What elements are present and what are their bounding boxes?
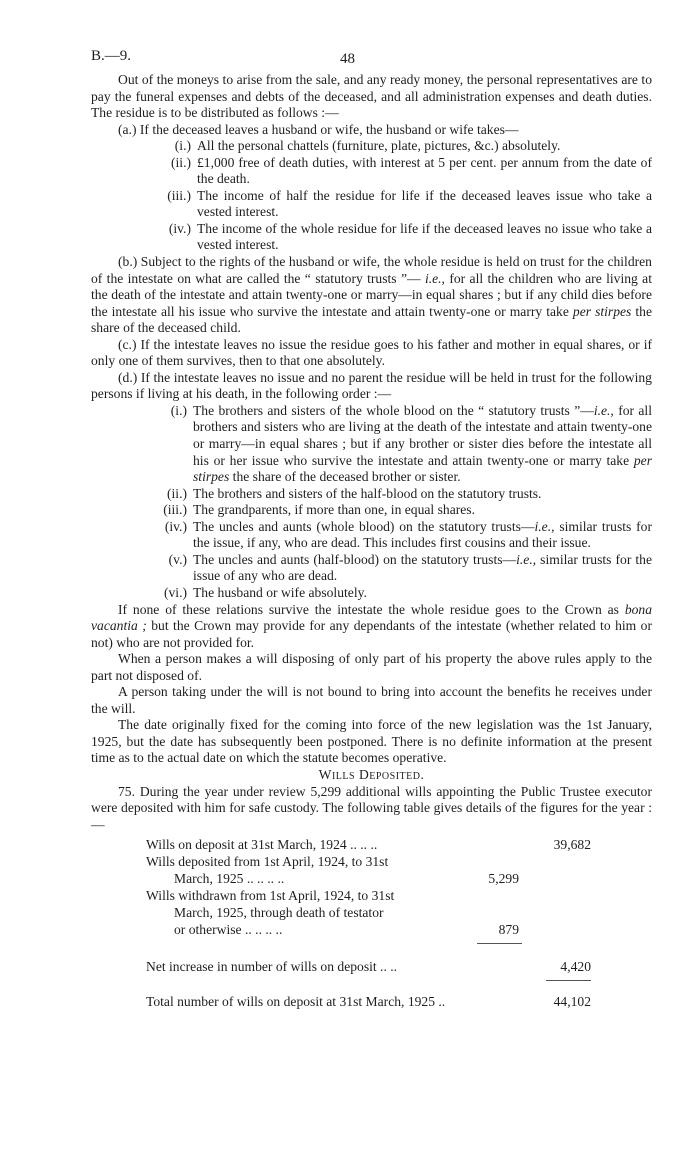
paragraph-commencement-date: The date originally fixed for the coming into force of the new legislation was the 1st January, 1925, but the date has subsequently been postponed. There is no definite information at the present time as to the actual date on which the statute becomes operative. [91,717,652,766]
paragraph-b-text-1: Subject to the rights of the husband or wife, the whole residue is held on trust for the children of the intestate on what are called the “ statutory trusts ”— [91,254,652,286]
table-rule [477,943,522,944]
list-item-text: £1,000 free of death duties, with interest at 5 per cent. per annum from the date of the death. [197,154,652,187]
paragraph-d [91,370,652,403]
paragraph-crown-text-b: but the Crown may provide for any dependants of the intestate (whether related to him or not) who are not provided for. [91,618,652,650]
list-item-text-b: similar trusts for the issue of any who are dead. [193,551,653,584]
table-row-label: March, 1925, through death of testator [174,905,384,921]
paragraph-a-label: (a.) [118,121,137,137]
list-item [91,188,652,221]
list-item-number: (ii.) [166,485,187,501]
list-item-number: (i.) [174,138,191,154]
list-item [91,403,652,486]
table-row-label: or otherwise .. .. .. .. [174,922,283,938]
paragraph-c [91,337,652,370]
table-rule [546,980,591,981]
ie-italic: i.e., [516,551,537,567]
list-item-number: (iv.) [168,220,191,236]
table-row-label: March, 1925 .. .. .. .. [174,871,285,887]
paragraph-crown-text-a: If none of these relations survive the intestate the whole residue goes to the Crown as [118,601,625,617]
paragraph-d-text: If the intestate leaves no issue and no parent the residue will be held in trust for the following persons if living at his death, in the following order :— [91,369,652,402]
paragraph-c-label: (c.) [118,336,137,352]
ie-italic: i.e., [593,402,614,418]
per-stirpes-italic: per stirpes [572,303,632,319]
ie-italic: i.e., [534,518,555,534]
list-item-number: (iii.) [163,502,187,518]
paragraph-b-text-3: the share of the deceased child. [91,303,652,336]
list-item [91,138,652,155]
list-item [91,486,652,503]
paragraph-crown [91,602,652,652]
list-item-text: All the personal chattels (furniture, plate, pictures, &c.) absolutely. [197,138,561,154]
list-item-text-a: The uncles and aunts (whole blood) on the statutory trusts— [193,518,535,534]
list-item [91,155,652,188]
list-item-text: The husband or wife absolutely. [193,584,367,600]
paragraph-b-text-2: for all the children who are living at the death of the intestate and attain twenty-one or marry—in equal shares ; but if any child dies before the intestate all his issue who survive the intestate and attain twenty-one or marry take [91,270,652,319]
paragraph-a [91,122,652,139]
list-item-text: The brothers and sisters of the half-blood on the statutory trusts. [193,485,542,501]
table-row-value: 5,299 [488,871,519,887]
paragraph-a-text: If the deceased leaves a husband or wife, the husband or wife takes— [139,121,519,137]
paragraph-d-label: (d.) [118,369,138,385]
intro-paragraph: Out of the moneys to arise from the sale, and any ready money, the personal representatives are to pay the funeral expenses and debts of the deceased, and all administration expenses and death duties. The residue is to be distributed as follows :— [91,72,652,121]
table-row-value: 44,102 [553,994,591,1010]
paragraph-b-label: (b.) [118,254,138,270]
list-item [91,519,652,552]
list-item-text: The grandparents, if more than one, in equal shares. [193,502,475,518]
per-stirpes-italic: per stirpes [193,452,652,485]
list-item-text-b: similar trusts for the issue, if any, who are dead. This includes first cousins and their issue. [193,518,652,551]
list-item-text: The income of half the residue for life if the deceased leaves issue who take a vested interest. [197,187,652,220]
table-row-value: 879 [498,922,519,938]
list-item [91,552,652,585]
table-row-label: Wills on deposit at 31st March, 1924 .. .. .. [146,837,378,853]
table-row-label: Net increase in number of wills on deposit .. .. [146,959,398,975]
wills-table [91,833,652,1023]
document-body [91,72,652,1023]
list-item-number: (vi.) [163,584,187,600]
page-number: 48 [340,51,355,67]
list-item [91,502,652,519]
list-item [91,585,652,602]
list-item-number: (i.) [170,402,187,418]
paragraph-benefits: A person taking under the will is not bound to bring into account the benefits he receives under the will. [91,684,652,716]
section-heading: Wills Deposited. [318,766,425,782]
list-item-text-c: the share of the deceased brother or sister. [229,469,461,485]
list-item-text-a: The brothers and sisters of the whole blood on the “ statutory trusts ”— [193,402,594,418]
document-reference: B.—9. [91,48,132,64]
ie-italic: i.e., [424,270,445,286]
table-row-label: Wills deposited from 1st April, 1924, to 31st [146,854,389,870]
paragraph-partial-will: When a person makes a will disposing of only part of his property the above rules apply to the part not disposed of. [91,651,652,683]
paragraph-75: 75. During the year under review 5,299 additional wills appointing the Public Trustee executor were deposited with him for safe custody. The following table gives details of the figures for the year :— [91,783,652,832]
list-item-text: The income of the whole residue for life if the deceased leaves no issue who take a vested interest. [197,220,652,253]
list-item [91,221,652,254]
list-item-number: (v.) [168,551,187,567]
list-item-number: (iv.) [164,518,187,534]
list-item-text-b: for all brothers and sisters who are living at the death of the intestate and attain twenty-one or marry—in equal shares ; but if any brother or sister dies before the intestate all his or her issue who survive the intestate and attain twenty-one or marry take [193,402,652,468]
bona-vacantia-italic: bona vacantia ; [91,601,652,634]
list-item-text-a: The uncles and aunts (half-blood) on the statutory trusts— [193,551,517,567]
table-row-label: Wills withdrawn from 1st April, 1924, to 31st [146,888,395,904]
paragraph-c-text: If the intestate leaves no issue the residue goes to his father and mother in equal shares, or if only one of them survives, then to that one absolutely. [91,336,652,369]
table-row-value: 39,682 [553,837,591,853]
table-row-label: Total number of wills on deposit at 31st March, 1925 .. [146,994,446,1010]
table-row-value: 4,420 [560,959,591,975]
list-item-number: (ii.) [170,154,191,170]
paragraph-b [91,254,652,337]
list-item-number: (iii.) [167,187,191,203]
